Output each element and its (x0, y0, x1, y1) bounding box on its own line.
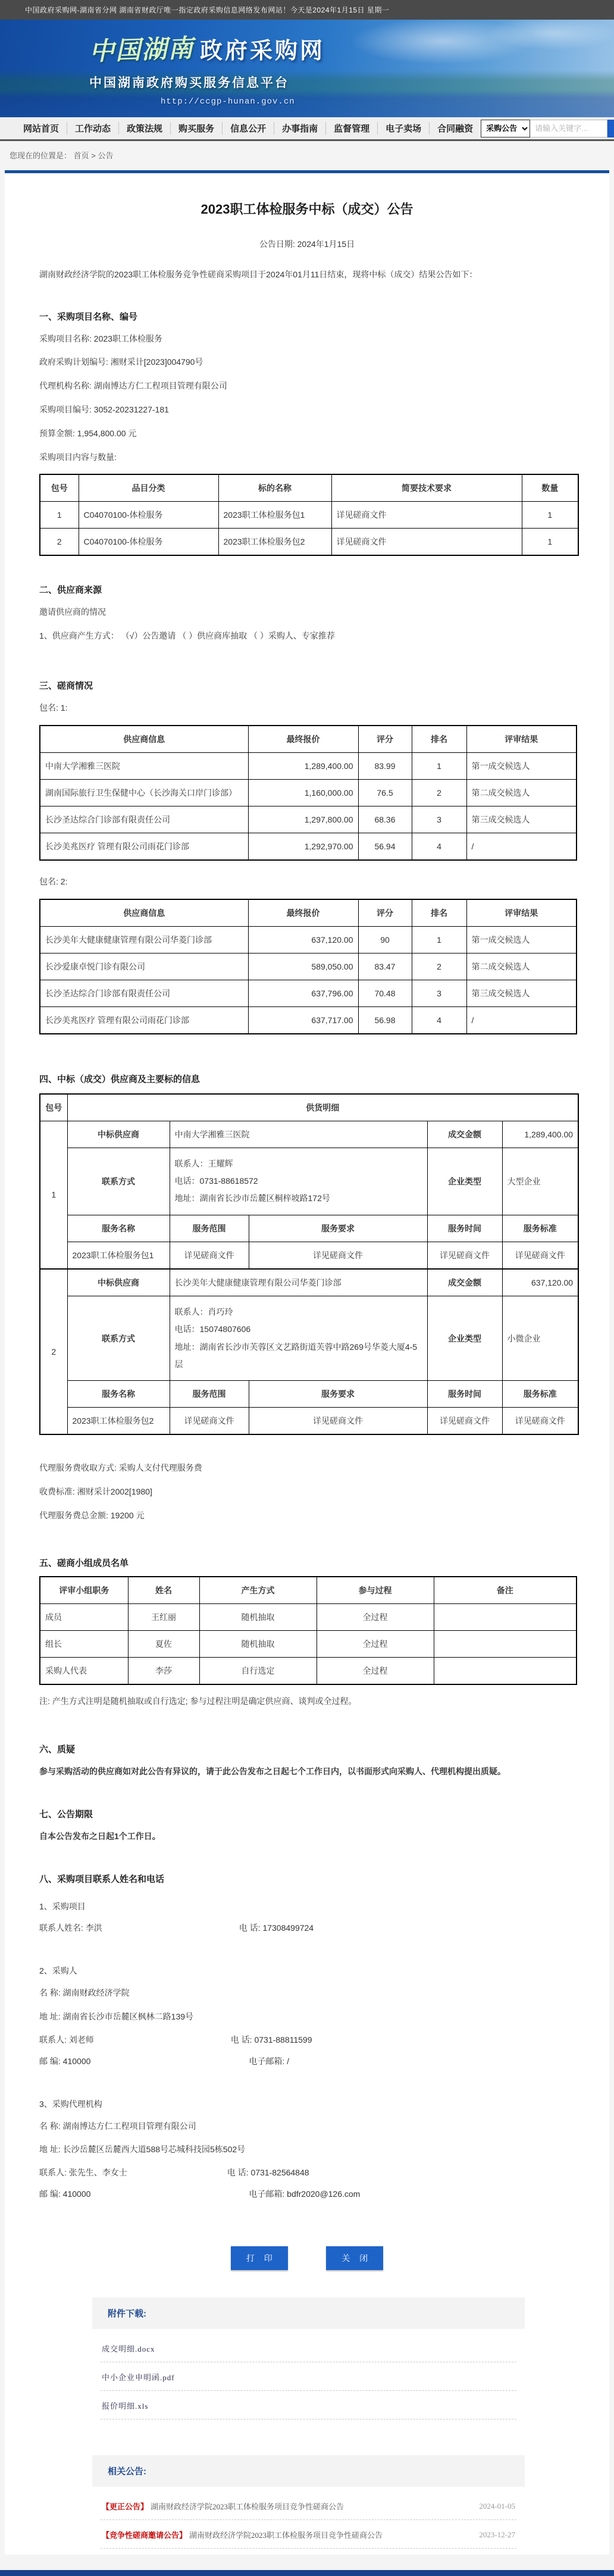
table-header-row (40, 1577, 577, 1604)
nav-item-info-disclosure[interactable]: 信息公开 (223, 122, 274, 135)
breadcrumb-prefix: 您现在的位置是： (10, 151, 72, 160)
contact-project-label: 1、采购项目 (39, 1902, 86, 1912)
agency-zip: 邮 编: 410000 (39, 2189, 91, 2199)
svc-header: 服务标准 (502, 1381, 578, 1408)
related-announcement-link[interactable] (101, 2491, 516, 2520)
search-button[interactable] (607, 120, 614, 137)
agency-name-line: 代理机构名称: 湖南博达方仁工程项目管理有限公司 (39, 381, 227, 391)
enterprise-type-label: 企业类型 (427, 1296, 502, 1381)
supplier-source-line: 1、供应商产生方式： （√）公告邀请 （ ）供应商库抽取 （ ）采购人、专家推荐 (39, 631, 335, 641)
plan-number-line: 政府采购计划编号: 湘财采计[2023]004790号 (39, 357, 203, 367)
section8-heading: 八、采购项目联系人姓名和电话 (39, 1874, 165, 1885)
cell: 83.47 (358, 953, 412, 980)
award-row-contact (40, 1148, 578, 1215)
svc-value: 详见磋商文件 (170, 1408, 249, 1435)
svc-value: 详见磋商文件 (249, 1242, 427, 1269)
cell: 1 (412, 926, 466, 953)
cell: 70.48 (358, 980, 412, 1006)
agency-zip-row (39, 2188, 575, 2200)
cell: 1 (40, 502, 79, 529)
related-date: 2024-01-05 (479, 2501, 515, 2511)
table-row (40, 779, 577, 806)
cell: 1 (412, 752, 466, 779)
amount-label: 成交金额 (427, 1269, 502, 1296)
svc-value: 详见磋商文件 (170, 1242, 249, 1269)
col-header: 供应商信息 (40, 899, 248, 927)
cell: 637,120.00 (248, 926, 358, 953)
cell: 详见磋商文件 (331, 529, 522, 556)
contact-label: 联系方式 (67, 1296, 170, 1381)
award-row-service-values (40, 1408, 578, 1435)
svc-header: 服务要求 (249, 1215, 427, 1242)
cell: 2 (412, 953, 466, 980)
section3-heading: 三、磋商情况 (39, 680, 93, 691)
negotiation-table-package2 (39, 899, 577, 1034)
cell: 3 (412, 980, 466, 1006)
col-header: 备注 (434, 1577, 577, 1604)
svc-value: 2023职工体检服务包1 (67, 1242, 170, 1269)
site-url: http://ccgp-hunan.gov.cn (161, 97, 295, 107)
cell: 1,292,970.00 (248, 833, 358, 860)
cell: 长沙美兆医疗 管理有限公司雨花门诊部 (40, 833, 248, 860)
cell: 第一成交候选人 (466, 926, 577, 953)
col-header: 参与过程 (317, 1577, 434, 1604)
related-heading: 相关公告: (92, 2455, 525, 2487)
cell: C04070100-体检服务 (79, 529, 218, 556)
page-title: 2023职工体检服务中标（成交）公告 (201, 202, 413, 217)
banner-logo-block (0, 20, 614, 107)
purchaser-name: 名 称: 湖南财政经济学院 (39, 1988, 130, 1998)
svc-header: 服务时间 (427, 1215, 502, 1242)
attachments-panel (92, 2297, 525, 2419)
contact-person: 联系人：王耀辉 (174, 1158, 233, 1168)
col-header: 产生方式 (199, 1577, 317, 1604)
cell: 随机抽取 (199, 1603, 317, 1630)
svc-header: 服务时间 (427, 1381, 502, 1408)
package2-label: 包名: 2: (39, 876, 68, 886)
nav-item-supervision[interactable]: 监督管理 (326, 122, 378, 135)
site-notice-bar (0, 0, 614, 20)
agency-email: 电子邮箱: bdfr2020@126.com (249, 2189, 361, 2199)
contact-project-row (39, 1922, 575, 1934)
award-table (39, 1093, 579, 1436)
col-header: 最终报价 (248, 726, 358, 753)
award-row-supplier (40, 1121, 578, 1148)
cell: 56.98 (358, 1006, 412, 1034)
agency-fee-method-line: 代理服务费收取方式: 采购人支付代理服务费 (39, 1463, 202, 1473)
cell: 全过程 (317, 1603, 434, 1630)
contact-project-phone: 电 话: 17308499724 (239, 1923, 314, 1933)
contact-phone: 电话：0731-88618572 (174, 1176, 258, 1186)
cell: 589,050.00 (248, 953, 358, 980)
related-announcement-link[interactable] (101, 2520, 516, 2549)
section1-heading: 一、采购项目名称、编号 (39, 311, 138, 322)
breadcrumb (0, 141, 614, 170)
purchaser-contact-row (39, 2034, 575, 2046)
cell: 长沙美年大健康健康管理有限公司华菱门诊部 (40, 926, 248, 953)
supplier-name: 中南大学湘雅三医院 (170, 1121, 427, 1148)
site-subtitle: 中国湖南政府购买服务信息平台 (89, 76, 289, 90)
cell: 详见磋商文件 (331, 502, 522, 529)
attachments-heading: 附件下载: (92, 2297, 525, 2329)
site-logo-calligraphy: 中国湖南 (89, 33, 195, 66)
nav-item-guide[interactable]: 办事指南 (274, 122, 326, 135)
section6-heading: 六、质疑 (39, 1745, 76, 1755)
package1-label: 包名: 1: (39, 702, 68, 712)
items-table (39, 474, 579, 556)
agency-address: 地 址: 长沙岳麓区岳麓西大道588号芯城科技园5栋502号 (39, 2144, 246, 2155)
svc-header: 服务名称 (67, 1381, 170, 1408)
cell: 夏佐 (128, 1630, 199, 1657)
col-header: 最终报价 (248, 899, 358, 927)
table-row (40, 1603, 577, 1630)
agency-label: 3、采购代理机构 (39, 2099, 102, 2109)
col-header: 标的名称 (218, 474, 331, 502)
col-header-supply-detail: 供货明细 (67, 1094, 578, 1121)
objection-text: 参与采购活动的供应商如对此公告有异议的，请于此公告发布之日起七个工作日内，以书面形式向采购人、代理机构提出质疑。 (39, 1767, 506, 1777)
svc-header: 服务要求 (249, 1381, 427, 1408)
col-header: 排名 (412, 899, 466, 927)
cell: 第二成交候选人 (466, 953, 577, 980)
col-header: 简要技术要求 (331, 474, 522, 502)
cell: 1,297,800.00 (248, 806, 358, 833)
search-category-select[interactable] (481, 120, 530, 137)
cell: 组长 (40, 1630, 128, 1657)
contact-info (170, 1148, 427, 1215)
cell: C04070100-体检服务 (79, 502, 218, 529)
contact-address: 地址：湖南省长沙市芙蓉区文艺路街道芙蓉中路269号华菱大厦4-5层 (174, 1342, 418, 1369)
main-nav (0, 117, 614, 141)
cell: 成员 (40, 1603, 128, 1630)
cell: 李莎 (128, 1657, 199, 1684)
committee-table (39, 1576, 577, 1685)
announcement-period-text: 自本公告发布之日起1个工作日。 (39, 1831, 161, 1842)
col-header: 评分 (358, 726, 412, 753)
cell (434, 1603, 577, 1630)
purchaser-email: 电子邮箱: / (249, 2056, 290, 2066)
budget-line: 预算金额: 1,954,800.00 元 (39, 428, 137, 438)
cell: 王红丽 (128, 1603, 199, 1630)
breadcrumb-separator: > (91, 151, 96, 160)
contact-info (170, 1296, 427, 1381)
cell: 第一成交候选人 (466, 752, 577, 779)
cell: 76.5 (358, 779, 412, 806)
svc-value: 详见磋商文件 (502, 1242, 578, 1269)
announcement-date: 公告日期: 2024年1月15日 (259, 239, 355, 249)
cell: 1 (522, 529, 578, 556)
table-row (40, 1630, 577, 1657)
committee-note: 注: 产生方式注明是随机抽取或自行选定; 参与过程注明是确定供应商、谈判或全过程。 (39, 1696, 357, 1706)
cell: 长沙美兆医疗 管理有限公司雨花门诊部 (40, 1006, 248, 1034)
cell: 83.99 (358, 752, 412, 779)
package-number: 1 (40, 1121, 67, 1269)
enterprise-type-value: 大型企业 (502, 1148, 578, 1215)
table-row (40, 502, 578, 529)
related-tag: 【竞争性磋商邀请公告】 (102, 2531, 187, 2540)
site-notice-text: 中国政府采购网-湖南省分网 湖南省财政厅唯一指定政府采购信息网络发布网站！今天是2024年1月15日 星期一 (25, 6, 390, 14)
nav-item-contract-finance[interactable]: 合同融资 (437, 124, 474, 134)
table-row (40, 1657, 577, 1684)
purchaser-zip-row (39, 2055, 575, 2067)
svc-header: 服务范围 (170, 1381, 249, 1408)
cell: 4 (412, 1006, 466, 1034)
agency-name: 名 称: 湖南博达方仁工程项目管理有限公司 (39, 2121, 196, 2131)
supplier-label: 中标供应商 (67, 1121, 170, 1148)
svc-header: 服务标准 (502, 1215, 578, 1242)
enterprise-type-value: 小微企业 (502, 1296, 578, 1381)
col-header: 评分 (358, 899, 412, 927)
table-header-row (40, 726, 577, 753)
table-row (40, 953, 577, 980)
amount-value: 1,289,400.00 (502, 1121, 578, 1148)
related-date: 2023-12-27 (479, 2530, 515, 2539)
action-button-row (39, 2246, 575, 2270)
amount-value: 637,120.00 (502, 1269, 578, 1296)
cell: 自行选定 (199, 1657, 317, 1684)
search-box (481, 120, 614, 137)
cell: 第二成交候选人 (466, 779, 577, 806)
cell: 第三成交候选人 (466, 806, 577, 833)
svc-value: 详见磋商文件 (249, 1408, 427, 1435)
cell: 1,289,400.00 (248, 752, 358, 779)
site-logo-text: 政府采购网 (200, 39, 325, 64)
attachment-link-xls[interactable]: 报价明细.xls (101, 2391, 516, 2419)
cell: 2023职工体检服务包1 (218, 502, 331, 529)
table-row (40, 1006, 577, 1034)
purchaser-address: 地 址: 湖南省长沙市岳麓区枫林二路139号 (39, 2011, 194, 2021)
agency-phone: 电 话: 0731-82564848 (227, 2168, 309, 2178)
section5-heading: 五、磋商小组成员名单 (39, 1558, 129, 1568)
contact-person: 联系人：肖巧玲 (174, 1306, 233, 1317)
purchaser-zip: 邮 编: 410000 (39, 2056, 91, 2066)
col-header: 包号 (40, 474, 79, 502)
supplier-name: 长沙美年大健康健康管理有限公司华菱门诊部 (170, 1269, 427, 1296)
col-header: 评审小组职务 (40, 1577, 128, 1604)
award-row-contact (40, 1296, 578, 1381)
nav-item-policies[interactable]: 政策法规 (119, 122, 171, 135)
table-row (40, 833, 577, 860)
col-header: 评审结果 (466, 899, 577, 927)
cell: 湖南国际旅行卫生保健中心（长沙海关口岸门诊部） (40, 779, 248, 806)
fee-standard-line: 收费标准: 湘财采计2002[1980] (39, 1487, 152, 1497)
related-title: 湖南财政经济学院2023职工体检服务项目竞争性磋商公告 (151, 2502, 344, 2512)
award-table-header-row (40, 1094, 578, 1121)
cell: 随机抽取 (199, 1630, 317, 1657)
award-row-supplier (40, 1269, 578, 1296)
items-table-caption: 采购项目内容与数量: (39, 452, 117, 462)
print-button[interactable]: 打 印 (231, 2246, 288, 2270)
footer-bar (0, 2570, 614, 2576)
cell: / (466, 833, 577, 860)
award-row-service-headers (40, 1215, 578, 1242)
cell: 全过程 (317, 1657, 434, 1684)
purchaser-phone: 电 话: 0731-88811599 (230, 2034, 312, 2044)
cell: / (466, 1006, 577, 1034)
cell: 90 (358, 926, 412, 953)
svc-value: 详见磋商文件 (427, 1408, 502, 1435)
contact-address: 地址：湖南省长沙市岳麓区桐梓坡路172号 (174, 1193, 330, 1203)
table-row (40, 752, 577, 779)
svc-value: 2023职工体检服务包2 (67, 1408, 170, 1435)
cell: 56.94 (358, 833, 412, 860)
cell: 第三成交候选人 (466, 980, 577, 1006)
nav-item-home[interactable]: 网站首页 (15, 122, 67, 135)
table-header-row (40, 899, 577, 927)
cell: 2 (40, 529, 79, 556)
cell: 中南大学湘雅三医院 (40, 752, 248, 779)
table-row (40, 806, 577, 833)
nav-item-work-news[interactable]: 工作动态 (67, 122, 119, 135)
amount-label: 成交金额 (427, 1121, 502, 1148)
cell: 长沙爱康卓悦门诊有限公司 (40, 953, 248, 980)
cell: 4 (412, 833, 466, 860)
cell: 采购人代表 (40, 1657, 128, 1684)
svc-header: 服务名称 (67, 1215, 170, 1242)
negotiation-table-package1 (39, 725, 577, 861)
project-number-line: 采购项目编号: 3052-20231227-181 (39, 404, 169, 414)
breadcrumb-current-link[interactable]: 公告 (98, 151, 114, 160)
contact-label: 联系方式 (67, 1148, 170, 1215)
cell (434, 1657, 577, 1684)
breadcrumb-home-link[interactable]: 首页 (73, 151, 89, 160)
cell: 637,717.00 (248, 1006, 358, 1034)
table-row (40, 529, 578, 556)
section7-heading: 七、公告期限 (39, 1809, 93, 1820)
purchaser-contact: 联系人: 刘老师 (39, 2034, 94, 2044)
contact-project-name: 联系人姓名: 李洪 (39, 1923, 102, 1933)
cell: 68.36 (358, 806, 412, 833)
section2-heading: 二、供应商来源 (39, 585, 102, 596)
table-row (40, 926, 577, 953)
nav-item-e-mall[interactable]: 电子卖场 (378, 122, 430, 135)
section4-heading: 四、中标（成交）供应商及主要标的信息 (39, 1074, 201, 1084)
nav-item-purchase-service[interactable]: 购买服务 (171, 122, 223, 135)
attachment-link-docx[interactable]: 成交明细.docx (101, 2334, 516, 2362)
announcement-card (5, 170, 609, 2555)
cell: 3 (412, 806, 466, 833)
cell: 1 (522, 502, 578, 529)
cell: 2 (412, 779, 466, 806)
cell: 2023职工体检服务包2 (218, 529, 331, 556)
purchaser-label: 2、采购人 (39, 1966, 77, 1976)
cell: 长沙圣达综合门诊部有限责任公司 (40, 806, 248, 833)
announcement-intro: 湖南财政经济学院的2023职工体检服务竞争性磋商采购项目于2024年01月11日结束，现将中标（成交）结果公告如下： (39, 270, 478, 279)
award-row-service-values (40, 1242, 578, 1269)
cell: 全过程 (317, 1630, 434, 1657)
search-input[interactable] (530, 120, 607, 137)
related-panel (92, 2455, 525, 2549)
col-header-package-no: 包号 (40, 1094, 67, 1121)
supplier-label: 中标供应商 (67, 1269, 170, 1296)
table-row (40, 980, 577, 1006)
project-name-line: 采购项目名称: 2023职工体检服务 (39, 333, 162, 343)
col-header: 评审结果 (466, 726, 577, 753)
col-header: 排名 (412, 726, 466, 753)
agency-contact-row (39, 2167, 575, 2178)
invite-suppliers-line: 邀请供应商的情况 (39, 607, 106, 617)
award-row-service-headers (40, 1381, 578, 1408)
col-header: 数量 (522, 474, 578, 502)
svc-value: 详见磋商文件 (502, 1408, 578, 1435)
attachment-link-pdf[interactable]: 中小企业申明函.pdf (101, 2362, 516, 2391)
items-table-header-row (40, 474, 578, 502)
cell: 637,796.00 (248, 980, 358, 1006)
enterprise-type-label: 企业类型 (427, 1148, 502, 1215)
related-title: 湖南财政经济学院2023职工体检服务项目竞争性磋商公告 (189, 2531, 383, 2540)
cell (434, 1630, 577, 1657)
package-number: 2 (40, 1269, 67, 1435)
related-tag: 【更正公告】 (102, 2502, 149, 2512)
cell: 1,160,000.00 (248, 779, 358, 806)
col-header: 品目分类 (79, 474, 218, 502)
agency-contact: 联系人: 张先生、李女士 (39, 2168, 127, 2178)
contact-phone: 电话：15074807606 (174, 1324, 251, 1334)
agency-fee-total-line: 代理服务费总金额: 19200 元 (39, 1510, 145, 1520)
col-header: 姓名 (128, 1577, 199, 1604)
svc-value: 详见磋商文件 (427, 1242, 502, 1269)
site-banner (0, 20, 614, 117)
close-button[interactable]: 关 闭 (326, 2246, 383, 2270)
col-header: 供应商信息 (40, 726, 248, 753)
cell: 长沙圣达综合门诊部有限责任公司 (40, 980, 248, 1006)
svc-header: 服务范围 (170, 1215, 249, 1242)
